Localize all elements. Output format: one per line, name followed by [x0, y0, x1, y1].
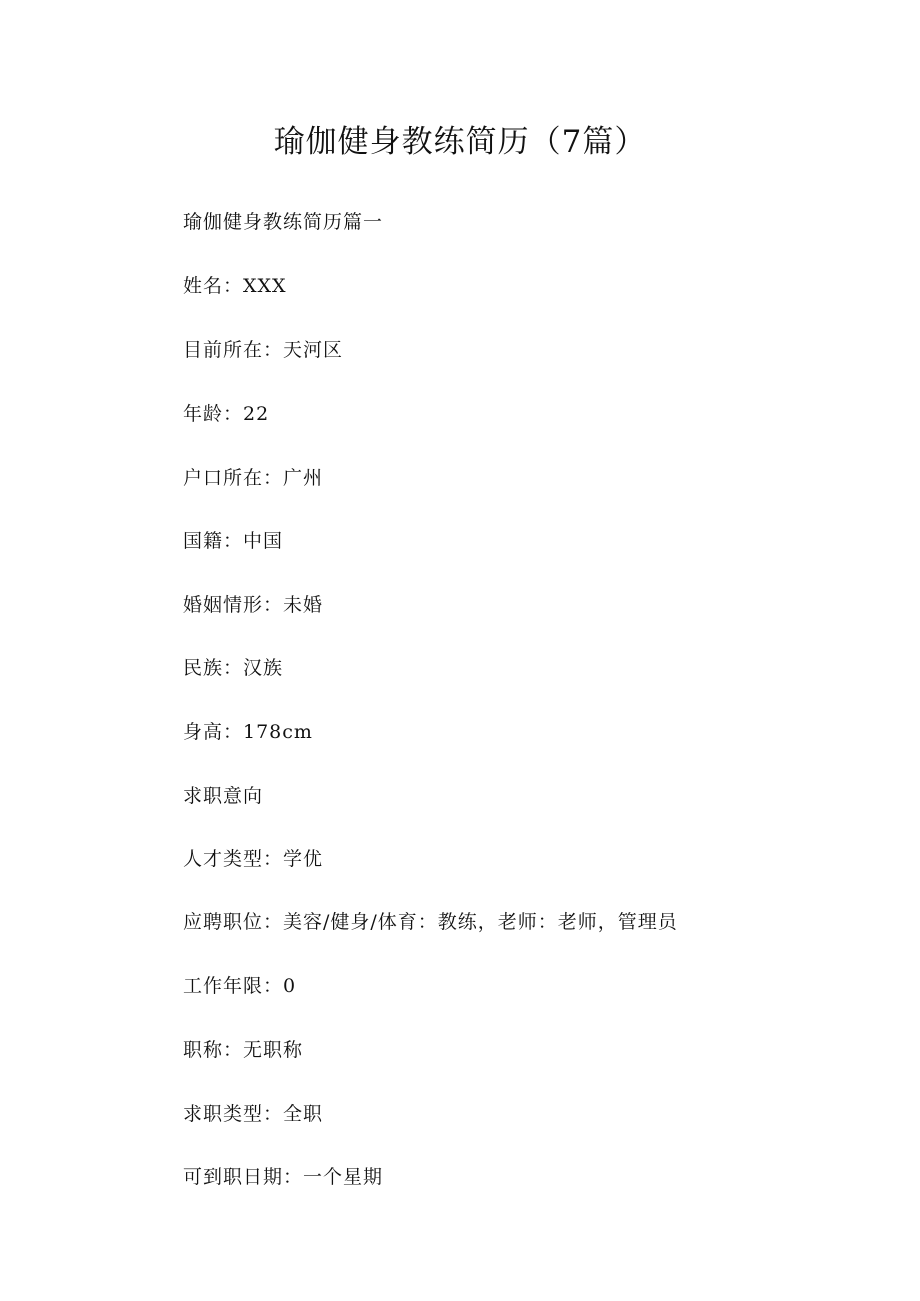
job-intention-heading: 求职意向 [183, 785, 264, 807]
resume-line-marital-status: 婚姻情形：未婚 [183, 594, 324, 616]
resume-line-height: 身高：178cm [183, 721, 313, 743]
document-title: 瑜伽健身教练简历（7篇） [273, 124, 647, 160]
resume-line-household-registration: 户口所在：广州 [183, 467, 324, 489]
resume-line-nationality: 国籍：中国 [183, 530, 284, 552]
resume-line-current-location: 目前所在：天河区 [183, 339, 344, 361]
resume-line-applied-position: 应聘职位：美容/健身/体育：教练，老师：老师，管理员 [183, 911, 678, 933]
resume-line-work-years: 工作年限：0 [183, 975, 297, 997]
resume-line-job-type: 求职类型：全职 [183, 1103, 324, 1125]
resume-line-age: 年龄：22 [183, 403, 270, 425]
section-heading: 瑜伽健身教练简历篇一 [183, 211, 384, 233]
resume-line-talent-type: 人才类型：学优 [183, 848, 324, 870]
resume-line-professional-title: 职称：无职称 [183, 1039, 304, 1061]
resume-line-name: 姓名：XXX [183, 275, 287, 297]
resume-line-available-date: 可到职日期：一个星期 [183, 1166, 384, 1188]
resume-line-ethnicity: 民族：汉族 [183, 657, 284, 679]
